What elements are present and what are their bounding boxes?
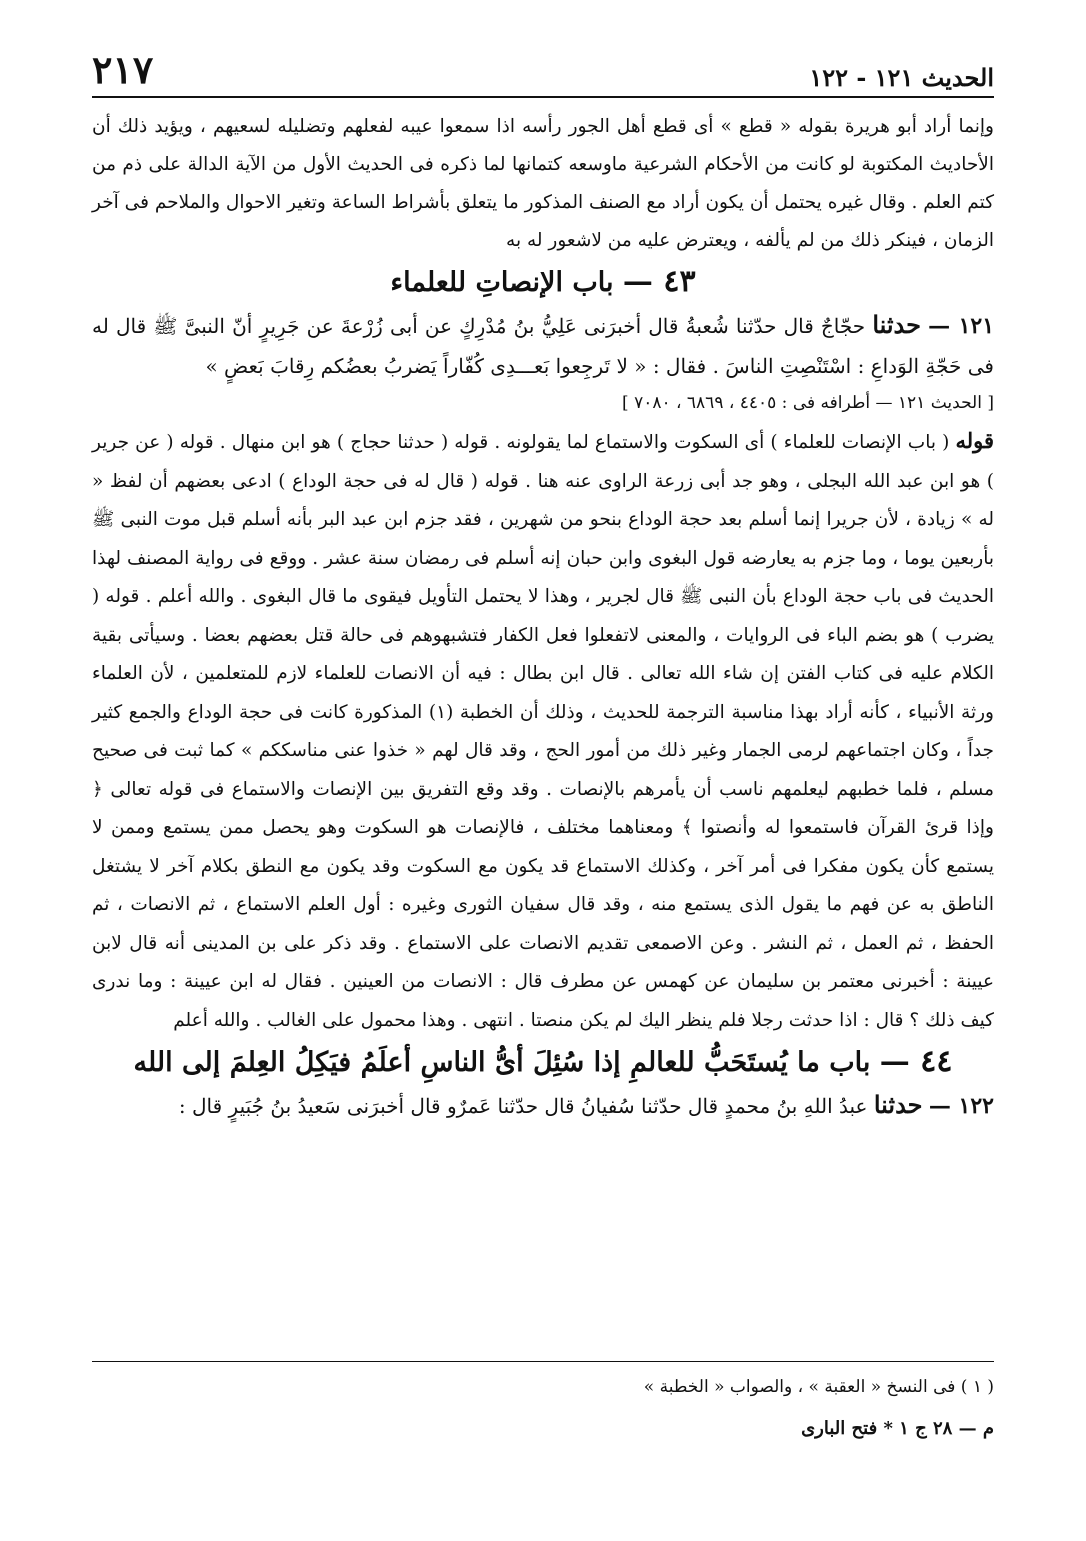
footnote: ( ١ ) فى النسخ « العقبة » ، والصواب « الخطبة » [643, 1377, 994, 1397]
hadith-121-number: ١٢١ — [928, 313, 995, 339]
chapter-43-heading [92, 260, 994, 305]
chapter-43-title: باب الإنصاتِ للعلماء [390, 267, 614, 298]
hadith-122 [92, 1085, 994, 1126]
printer-signature: م — ٢٨ ج ١ * فتح البارى [801, 1418, 994, 1439]
hadith-121-haddathana: حدثنا [872, 310, 921, 339]
hadith-121-text: حجّاجٌ قال حدّثنا شُعبةُ قال أخبرَنى عَلِيُّ بنُ مُدْرِكٍ عن أبى زُرْعةَ عن جَرِيرٍ أنّ النبىَّ ﷺ قال له فى حَجّةِ الوَداعِ : اسْتَنْصِتِ الناسَ . فقال : « لا تَرجِعوا بَعـــدِى كُفّاراً يَضربُ بعضُكم رِقابَ بَعضٍ » [92, 314, 994, 378]
hadith-122-haddathana: حدثنا [873, 1090, 923, 1119]
page-header [92, 42, 994, 92]
chapter-44-number: ٤٤ — [879, 1044, 953, 1079]
hadith-122-text: عبدُ اللهِ بنُ محمدٍ قال حدّثنا سُفيانُ قال حدّثنا عَمرٌو قال أخبرَنى سَعيدُ بنُ جُبَيرٍ قال : [178, 1094, 868, 1118]
running-head: الحديث ١٢١ - ١٢٢ [809, 63, 994, 92]
intro-paragraph: وإنما أراد أبو هريرة بقوله « قطع » أى قطع أهل الجور رأسه اذا سمعوا عيبه لفعلهم وتضليله لسعيهم ، ويؤيد ذلك أن الأحاديث المكتوبة لو كانت من الأحكام الشرعية ماوسعه كتمانها لما ذكره فى الحديث الأول من الآية الدالة على ذم من كتم العلم . وقال غيره يحتمل أن يكون أراد مع الصنف المذكور ما يتعلق بأشراط الساعة وتغير الاحوال والملاحم فى آخر الزمان ، فينكر ذلك من لم يألفه ، ويعترض عليه من لاشعور له به [92, 116, 994, 251]
footnote-rule [92, 1361, 994, 1362]
chapter-43-number: ٤٣ — [622, 264, 696, 299]
header-rule [92, 96, 994, 98]
page-number: ٢١٧ [92, 47, 154, 92]
chapter-44-heading [92, 1040, 994, 1085]
commentary-paragraph [92, 422, 994, 1040]
commentary-qawluh: قوله [955, 428, 994, 453]
main-text [92, 108, 994, 1126]
chapter-44-title: باب ما يُستَحَبُّ للعالمِ إذا سُئِلَ أىُّ الناسِ أعلَمُ فيَكِلُ العِلمَ إلى الله [133, 1047, 871, 1078]
hadith-121-cross-reference: [ الحديث ١٢١ — أطرافه فى : ٤٤٠٥ ، ٦٨٦٩ ، ٧٠٨٠ ] [622, 393, 994, 413]
hadith-122-number: ١٢٢ — [928, 1093, 994, 1119]
commentary-text: ( باب الإنصات للعلماء ) أى السكوت والاستماع لما يقولونه . قوله ( حدثنا حجاج ) هو ابن منهال . قوله ( عن جرير ) هو ابن عبد الله البجلى ، وهو جد أبى زرعة الراوى عنه هنا . قوله ( قال له فى حجة الوداع ) ادعى بعضهم أن لفظ « له » زيادة ، لأن جريرا إنما أسلم بعد حجة الوداع بنحو من شهرين ، فقد جزم ابن عبد البر بأنه أسلم قبل موت النبى ﷺ بأربعين يوما ، وما جزم به يعارضه قول البغوى وابن حبان إنه أسلم فى رمضان سنة عشر . ووقع فى رواية المصنف لهذا الحديث فى باب حجة الوداع بأن النبى ﷺ قال لجرير ، وهذا لا يحتمل التأويل فيقوى ما قال البغوى . والله أعلم . قوله ( يضرب ) هو بضم الباء فى الروايات ، والمعنى لاتفعلوا فعل الكفار فتشبهوهم فى حالة قتل بعضهم بعضا . وسيأتى بقية الكلام عليه فى كتاب الفتن إن شاء الله تعالى . قال ابن بطال : فيه أن الانصات للعلماء لازم للمتعلمين ، لأن العلماء ورثة الأنبياء ، كأنه أراد بهذا مناسبة الترجمة للحديث ، وذلك أن الخطبة (١) المذكورة كانت فى حجة الوداع والجمع كثير جداً ، وكان اجتماعهم لرمى الجمار وغير ذلك من أمور الحج ، وقد قال لهم « خذوا عنى مناسككم » كما ثبت فى صحيح مسلم ، فلما خطبهم ليعلمهم ناسب أن يأمرهم بالإنصات . وقد وقع التفريق بين الإنصات والاستماع فى قوله تعالى ﴿ وإذا قرئ القرآن فاستمعوا له وأنصتوا ﴾ ومعناهما مختلف ، فالإنصات هو السكوت وهو يحصل ممن يستمع وممن لا يستمع كأن يكون مفكرا فى أمر آخر ، وكذلك الاستماع قد يكون مع السكوت وقد يكون مع النطق بكلام آخر لا يشتغل الناطق به عن فهم ما يقول الذى يستمع منه ، وقد قال سفيان الثورى وغيره : أول العلم الاستماع ، ثم الانصات ، ثم الحفظ ، ثم العمل ، ثم النشر . وعن الاصمعى تقديم الانصات على الاستماع . وقد ذكر على بن المدينى أنه قال لابن عيينة : أخبرنى معتمر بن سليمان عن كهمس عن مطرف قال : الانصات من العينين . فقال له ابن عيينة : وما ندرى كيف ذلك ؟ قال : اذا حدثت رجلا فلم ينظر اليك لم يكن منصتا . انتهى . وهذا محمول على الغالب . والله أعلم [92, 432, 995, 1031]
hadith-121 [92, 305, 994, 386]
